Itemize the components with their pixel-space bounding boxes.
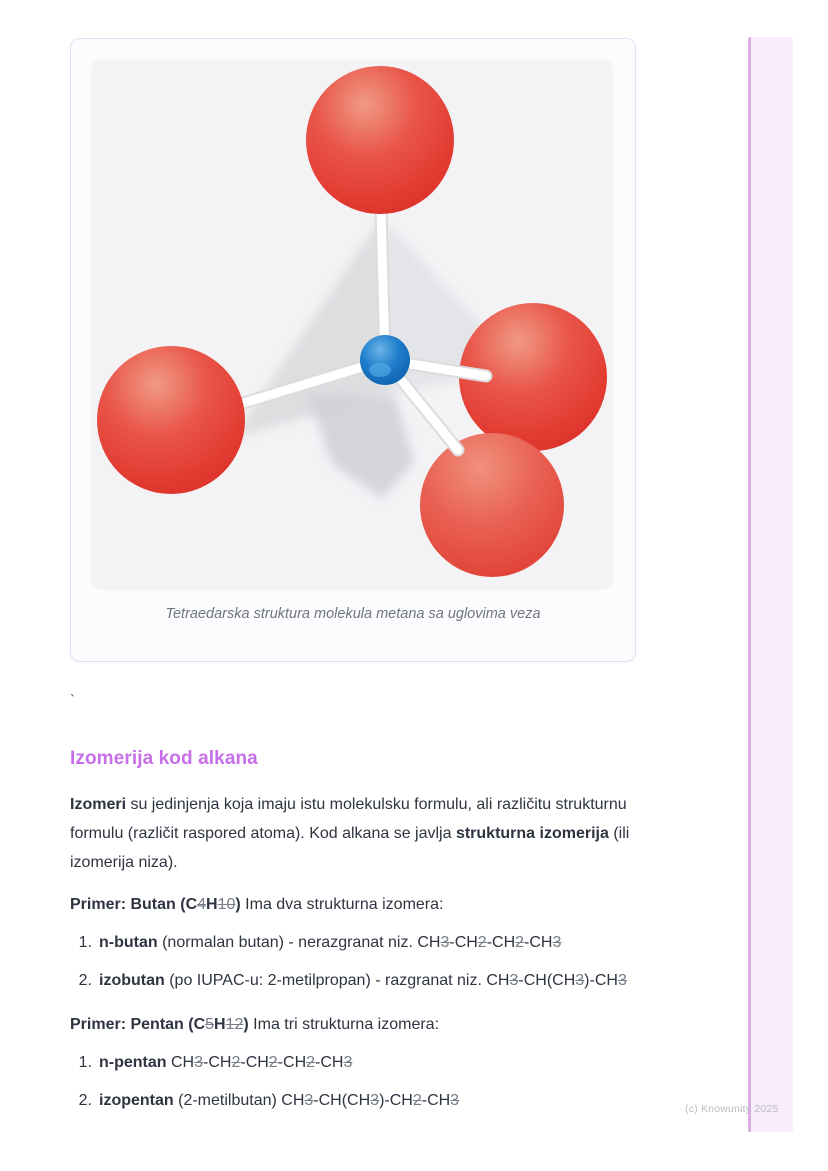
molecule-shadow: [307, 394, 414, 498]
text-span: 2: [268, 1054, 278, 1071]
text-span: 3: [509, 972, 519, 989]
butan-heading: [70, 893, 670, 917]
text-span: 3: [343, 1054, 353, 1071]
hydrogen-atom: [97, 346, 245, 494]
text-span: (normalan butan) - nerazgranat niz. CH: [157, 934, 441, 951]
text-span: -CH(CH: [518, 972, 576, 989]
text-span: 3: [450, 1092, 460, 1109]
text-span: -CH: [203, 1054, 232, 1071]
text-span: 4: [197, 896, 207, 913]
text-span: su jedinjenja koja imaju istu molekulsku formulu, ali različitu strukturnu formulu (različit raspored atoma). Kod alkana se javlja: [70, 796, 627, 842]
text-span: H: [206, 896, 218, 913]
text-span: strukturna izomerija: [455, 825, 609, 842]
pentan-heading: [70, 1013, 670, 1037]
list-text: [99, 1089, 459, 1113]
text-span: (2-metilbutan) CH: [173, 1092, 305, 1109]
list-item: [78, 1051, 678, 1075]
text-span: 12: [225, 1016, 244, 1033]
list-number: 2.: [78, 972, 92, 989]
list-item: [78, 969, 678, 993]
text-span: ): [243, 1016, 249, 1033]
text-span: -CH: [315, 1054, 344, 1071]
carbon-highlight: [369, 363, 391, 377]
text-span: ): [235, 896, 241, 913]
hydrogen-atom: [420, 433, 564, 577]
text-span: 2: [412, 1092, 422, 1109]
section-heading: Izomerija kod alkana: [70, 748, 258, 769]
list-number: 1.: [78, 1054, 92, 1071]
pentan-list: [78, 1051, 678, 1113]
text-span: -CH(CH: [313, 1092, 371, 1109]
text-span: )-CH: [584, 972, 618, 989]
list-text: [99, 1051, 352, 1075]
text-span: n-pentan: [99, 1054, 167, 1071]
text-span: )-CH: [379, 1092, 413, 1109]
text-span: -CH: [486, 934, 516, 951]
text-span: (ili izomerija niza).: [70, 825, 630, 871]
list-text: [99, 969, 627, 993]
text-span: 3: [552, 934, 562, 951]
backtick-char: `: [70, 692, 75, 709]
text-span: 2: [477, 934, 487, 951]
text-span: izobutan: [99, 972, 165, 989]
text-span: -CH: [240, 1054, 269, 1071]
text-span: -CH: [524, 934, 553, 951]
list-item: [78, 931, 678, 955]
text-span: CH: [166, 1054, 195, 1071]
text-span: 5: [205, 1016, 215, 1033]
list-number: 1.: [78, 934, 92, 951]
list-number: 2.: [78, 1092, 92, 1109]
text-span: 2: [515, 934, 525, 951]
figure-caption: Tetraedarska struktura molekula metana sa uglovima veza: [165, 606, 541, 622]
text-span: 3: [617, 972, 627, 989]
list-text: [99, 931, 561, 955]
text-span: Ima dva strukturna izomera:: [240, 896, 444, 913]
list-item: [78, 1089, 678, 1113]
text-span: Primer: Butan (C: [70, 896, 198, 913]
text-span: 3: [304, 1092, 314, 1109]
methane-molecule-svg: [92, 60, 612, 588]
text-span: 3: [370, 1092, 380, 1109]
text-span: 3: [440, 934, 450, 951]
text-span: n-butan: [99, 934, 158, 951]
text-span: 3: [575, 972, 585, 989]
text-span: 2: [231, 1054, 241, 1071]
figure-card: [70, 38, 636, 662]
carbon-atom: [360, 335, 410, 385]
text-span: -CH: [421, 1092, 451, 1109]
text-span: -CH: [277, 1054, 307, 1071]
text-span: H: [214, 1016, 226, 1033]
text-span: 2: [306, 1054, 316, 1071]
text-span: 3: [194, 1054, 204, 1071]
butan-list: [78, 931, 678, 993]
copyright-text: (c) Knowunity 2025: [685, 1103, 779, 1115]
text-span: -CH: [449, 934, 478, 951]
text-span: (po IUPAC-u: 2-metilpropan) - razgranat niz. CH: [164, 972, 510, 989]
side-accent-bar: [748, 37, 793, 1132]
text-span: Primer: Pentan (C: [70, 1016, 206, 1033]
text-span: izopentan: [99, 1092, 174, 1109]
text-span: Izomeri: [70, 796, 127, 813]
molecule-image: [92, 60, 612, 588]
text-span: 10: [217, 896, 236, 913]
hydrogen-atom: [306, 66, 454, 214]
text-span: Ima tri strukturna izomera:: [248, 1016, 440, 1033]
intro-paragraph: [70, 790, 654, 877]
